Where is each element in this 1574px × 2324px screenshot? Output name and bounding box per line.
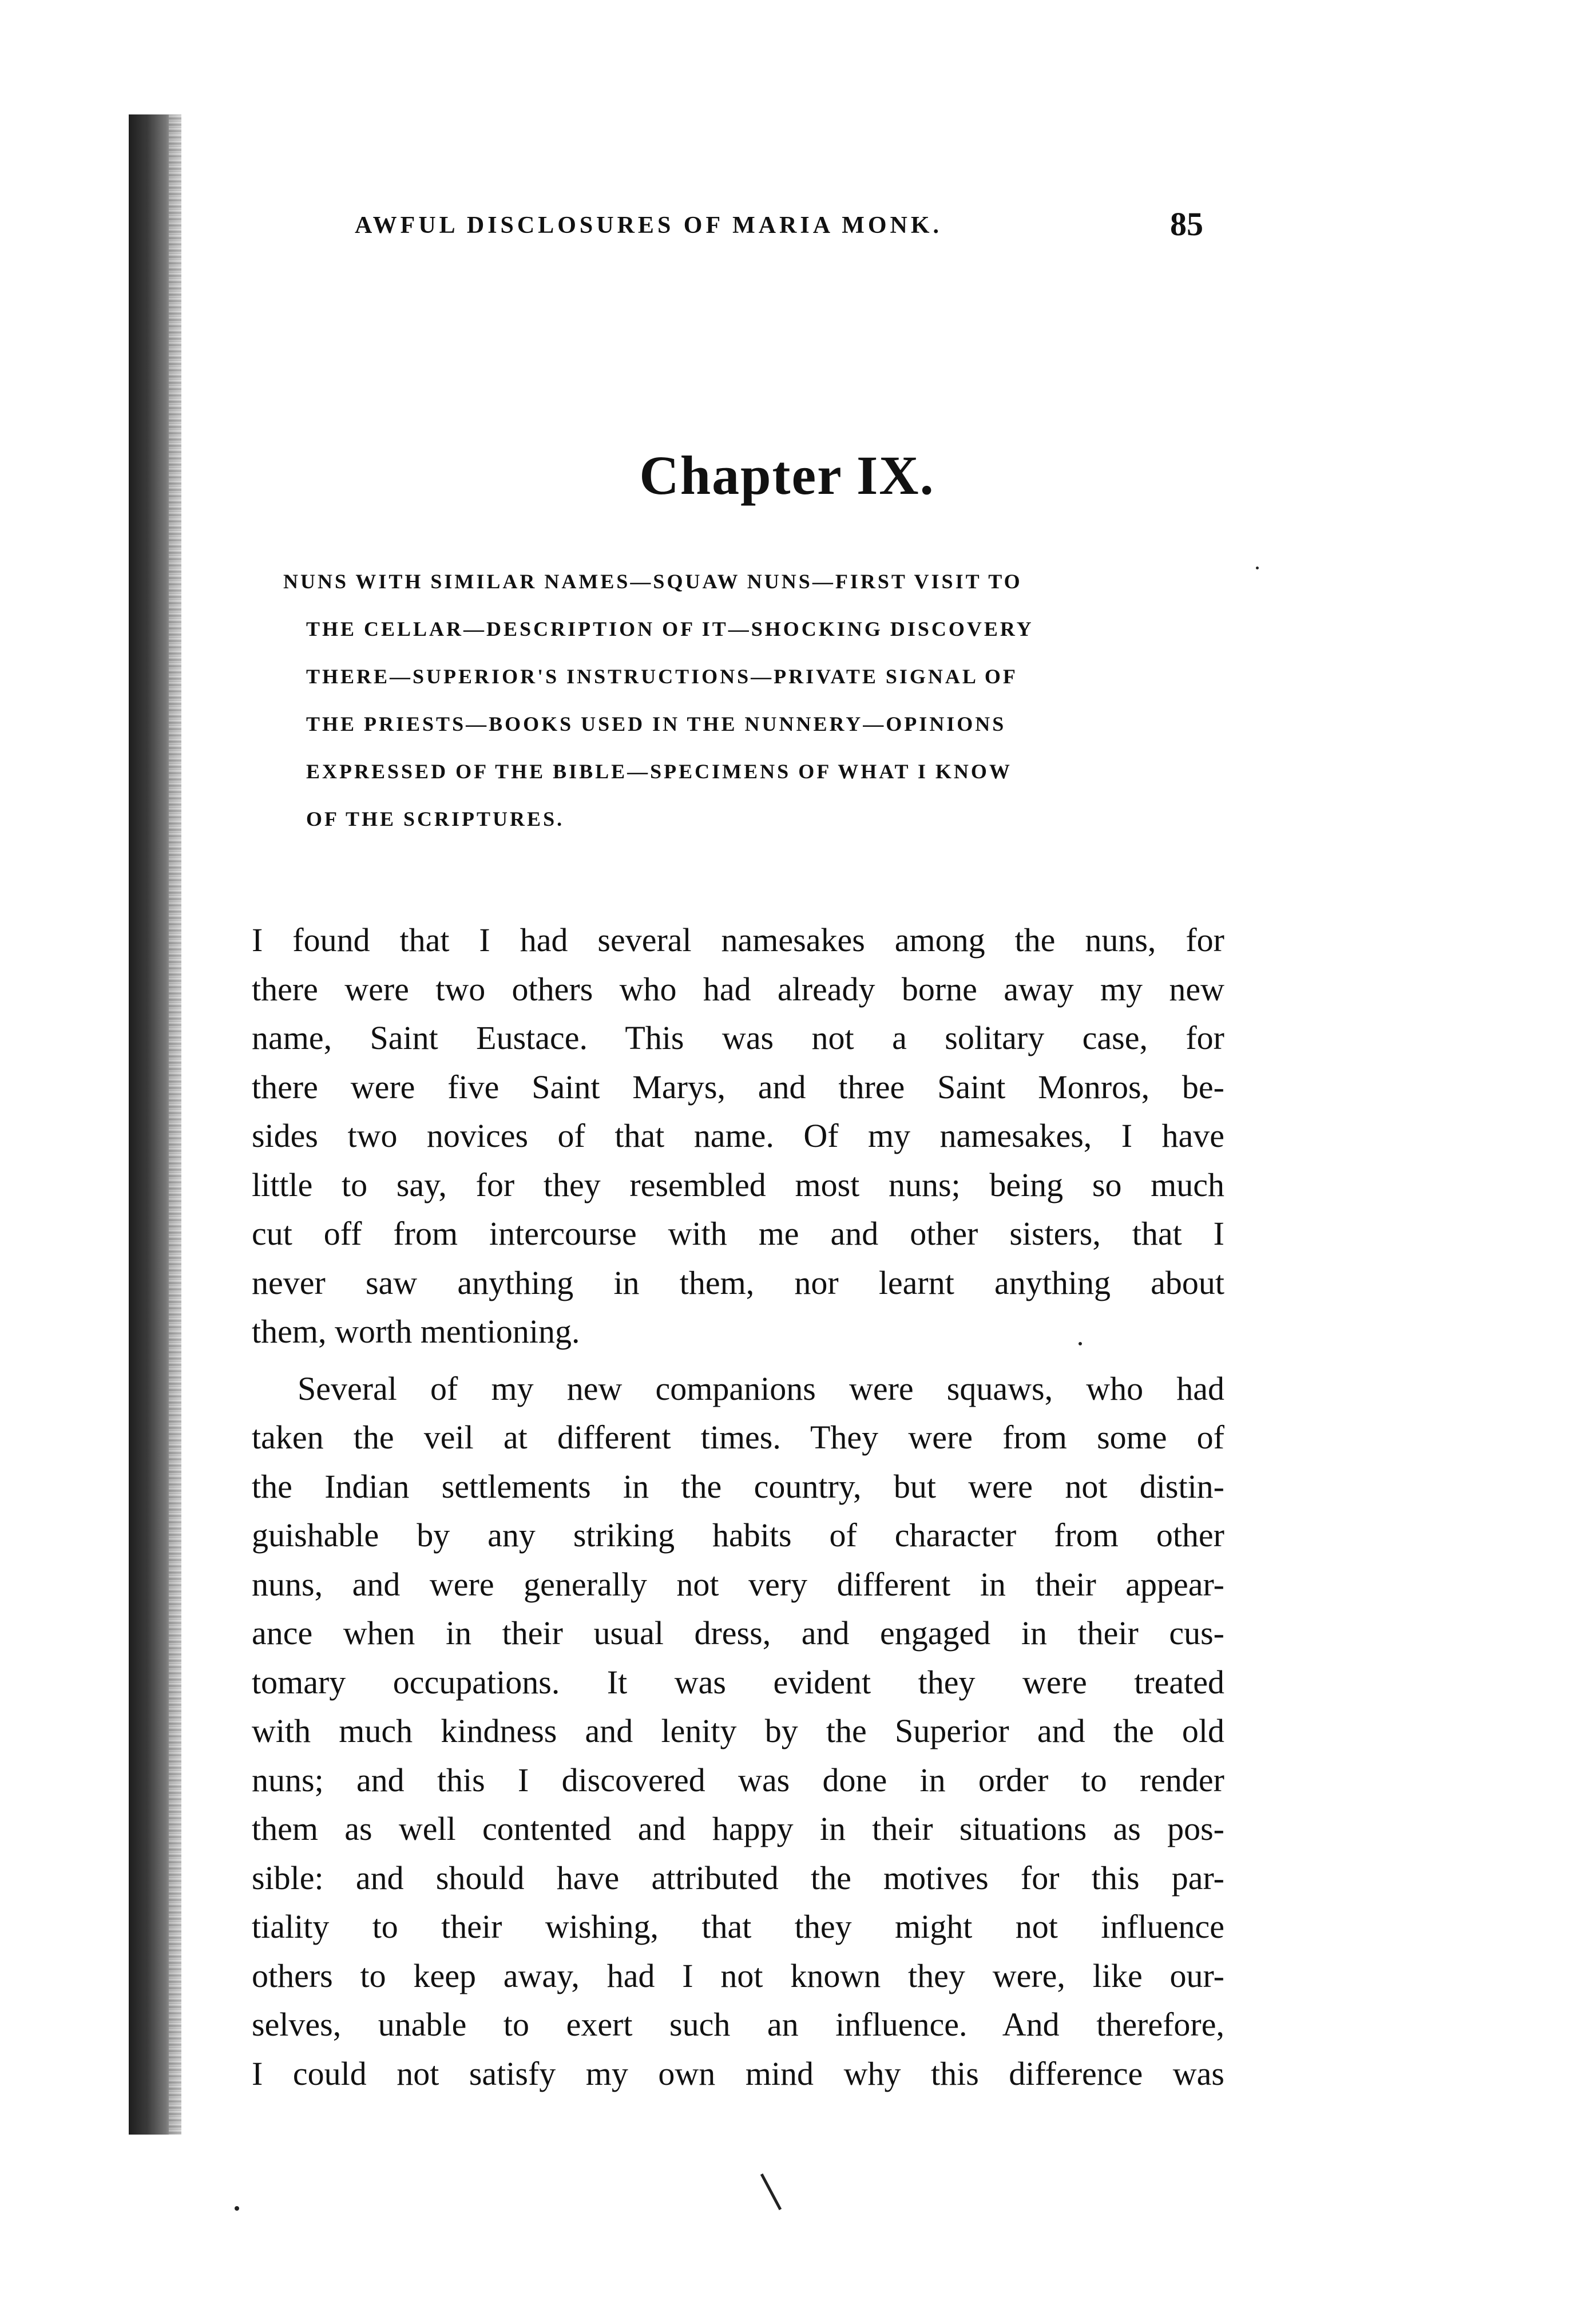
synopsis-line: THERE—SUPERIOR'S INSTRUCTIONS—PRIVATE SIGNAL OF [306,665,1018,688]
text-line: them, worth mentioning. [252,1313,580,1350]
synopsis-line: THE CELLAR—DESCRIPTION OF IT—SHOCKING DISCOVERY [306,617,1034,640]
page-number: 85 [1170,205,1203,243]
chapter-title: Chapter IX. [639,445,935,506]
text-line: nuns; and this I discovered was done in order to render [252,1761,1224,1799]
text-line: I found that I had several namesakes among the nuns, for [252,921,1224,959]
text-line: selves, unable to exert such an influence. And therefore, [252,2006,1224,2043]
text-line: sides two novices of that name. Of my namesakes, I have [252,1117,1224,1154]
text-line: nuns, and were generally not very different in their appear- [252,1565,1224,1603]
binding-edge [129,114,181,2135]
scan-mark [1256,567,1259,569]
text-line: never saw anything in them, nor learnt anything about [252,1264,1224,1301]
running-head: AWFUL DISCLOSURES OF MARIA MONK. [355,212,943,239]
paragraph-2 [252,1364,1224,2099]
text-line: Several of my new companions were squaws, who had [298,1369,1224,1407]
text-line: cut off from intercourse with me and other sisters, that I [252,1215,1224,1252]
scan-mark [235,2206,239,2211]
text-line: tomary occupations. It was evident they were treated [252,1663,1224,1701]
text-line: ance when in their usual dress, and engaged in their cus- [252,1614,1224,1652]
text-line: little to say, for they resembled most nuns; being so much [252,1166,1224,1203]
paragraph-1 [252,916,1224,1356]
synopsis-line: EXPRESSED OF THE BIBLE—SPECIMENS OF WHAT I KNOW [306,760,1012,783]
text-line: name, Saint Eustace. This was not a solitary case, for [252,1019,1224,1056]
synopsis-line: OF THE SCRIPTURES. [306,807,565,830]
chapter-synopsis [283,558,1222,843]
synopsis-line: NUNS WITH SIMILAR NAMES—SQUAW NUNS—FIRST VISIT TO [283,570,1022,593]
text-line: tiality to their wishing, that they might not influence [252,1908,1224,1945]
text-line: with much kindness and lenity by the Superior and the old [252,1712,1224,1749]
body-text [252,916,1224,2098]
text-line: them as well contented and happy in their situations as pos- [252,1810,1224,1847]
text-line: there were five Saint Marys, and three Saint Monros, be- [252,1068,1224,1106]
text-line: I could not satisfy my own mind why this difference was [252,2054,1224,2092]
text-line: there were two others who had already borne away my new [252,970,1224,1008]
text-line: taken the veil at different times. They were from some of [252,1419,1224,1456]
scan-mark [1079,1342,1082,1345]
text-line: sible: and should have attributed the motives for this par- [252,1859,1224,1897]
synopsis-line: THE PRIESTS—BOOKS USED IN THE NUNNERY—OPINIONS [306,712,1006,735]
text-line: the Indian settlements in the country, but were not distin- [252,1467,1224,1505]
scan-mark [760,2173,782,2210]
text-line: others to keep away, had I not known they were, like our- [252,1957,1224,1994]
text-line: guishable by any striking habits of character from other [252,1517,1224,1554]
